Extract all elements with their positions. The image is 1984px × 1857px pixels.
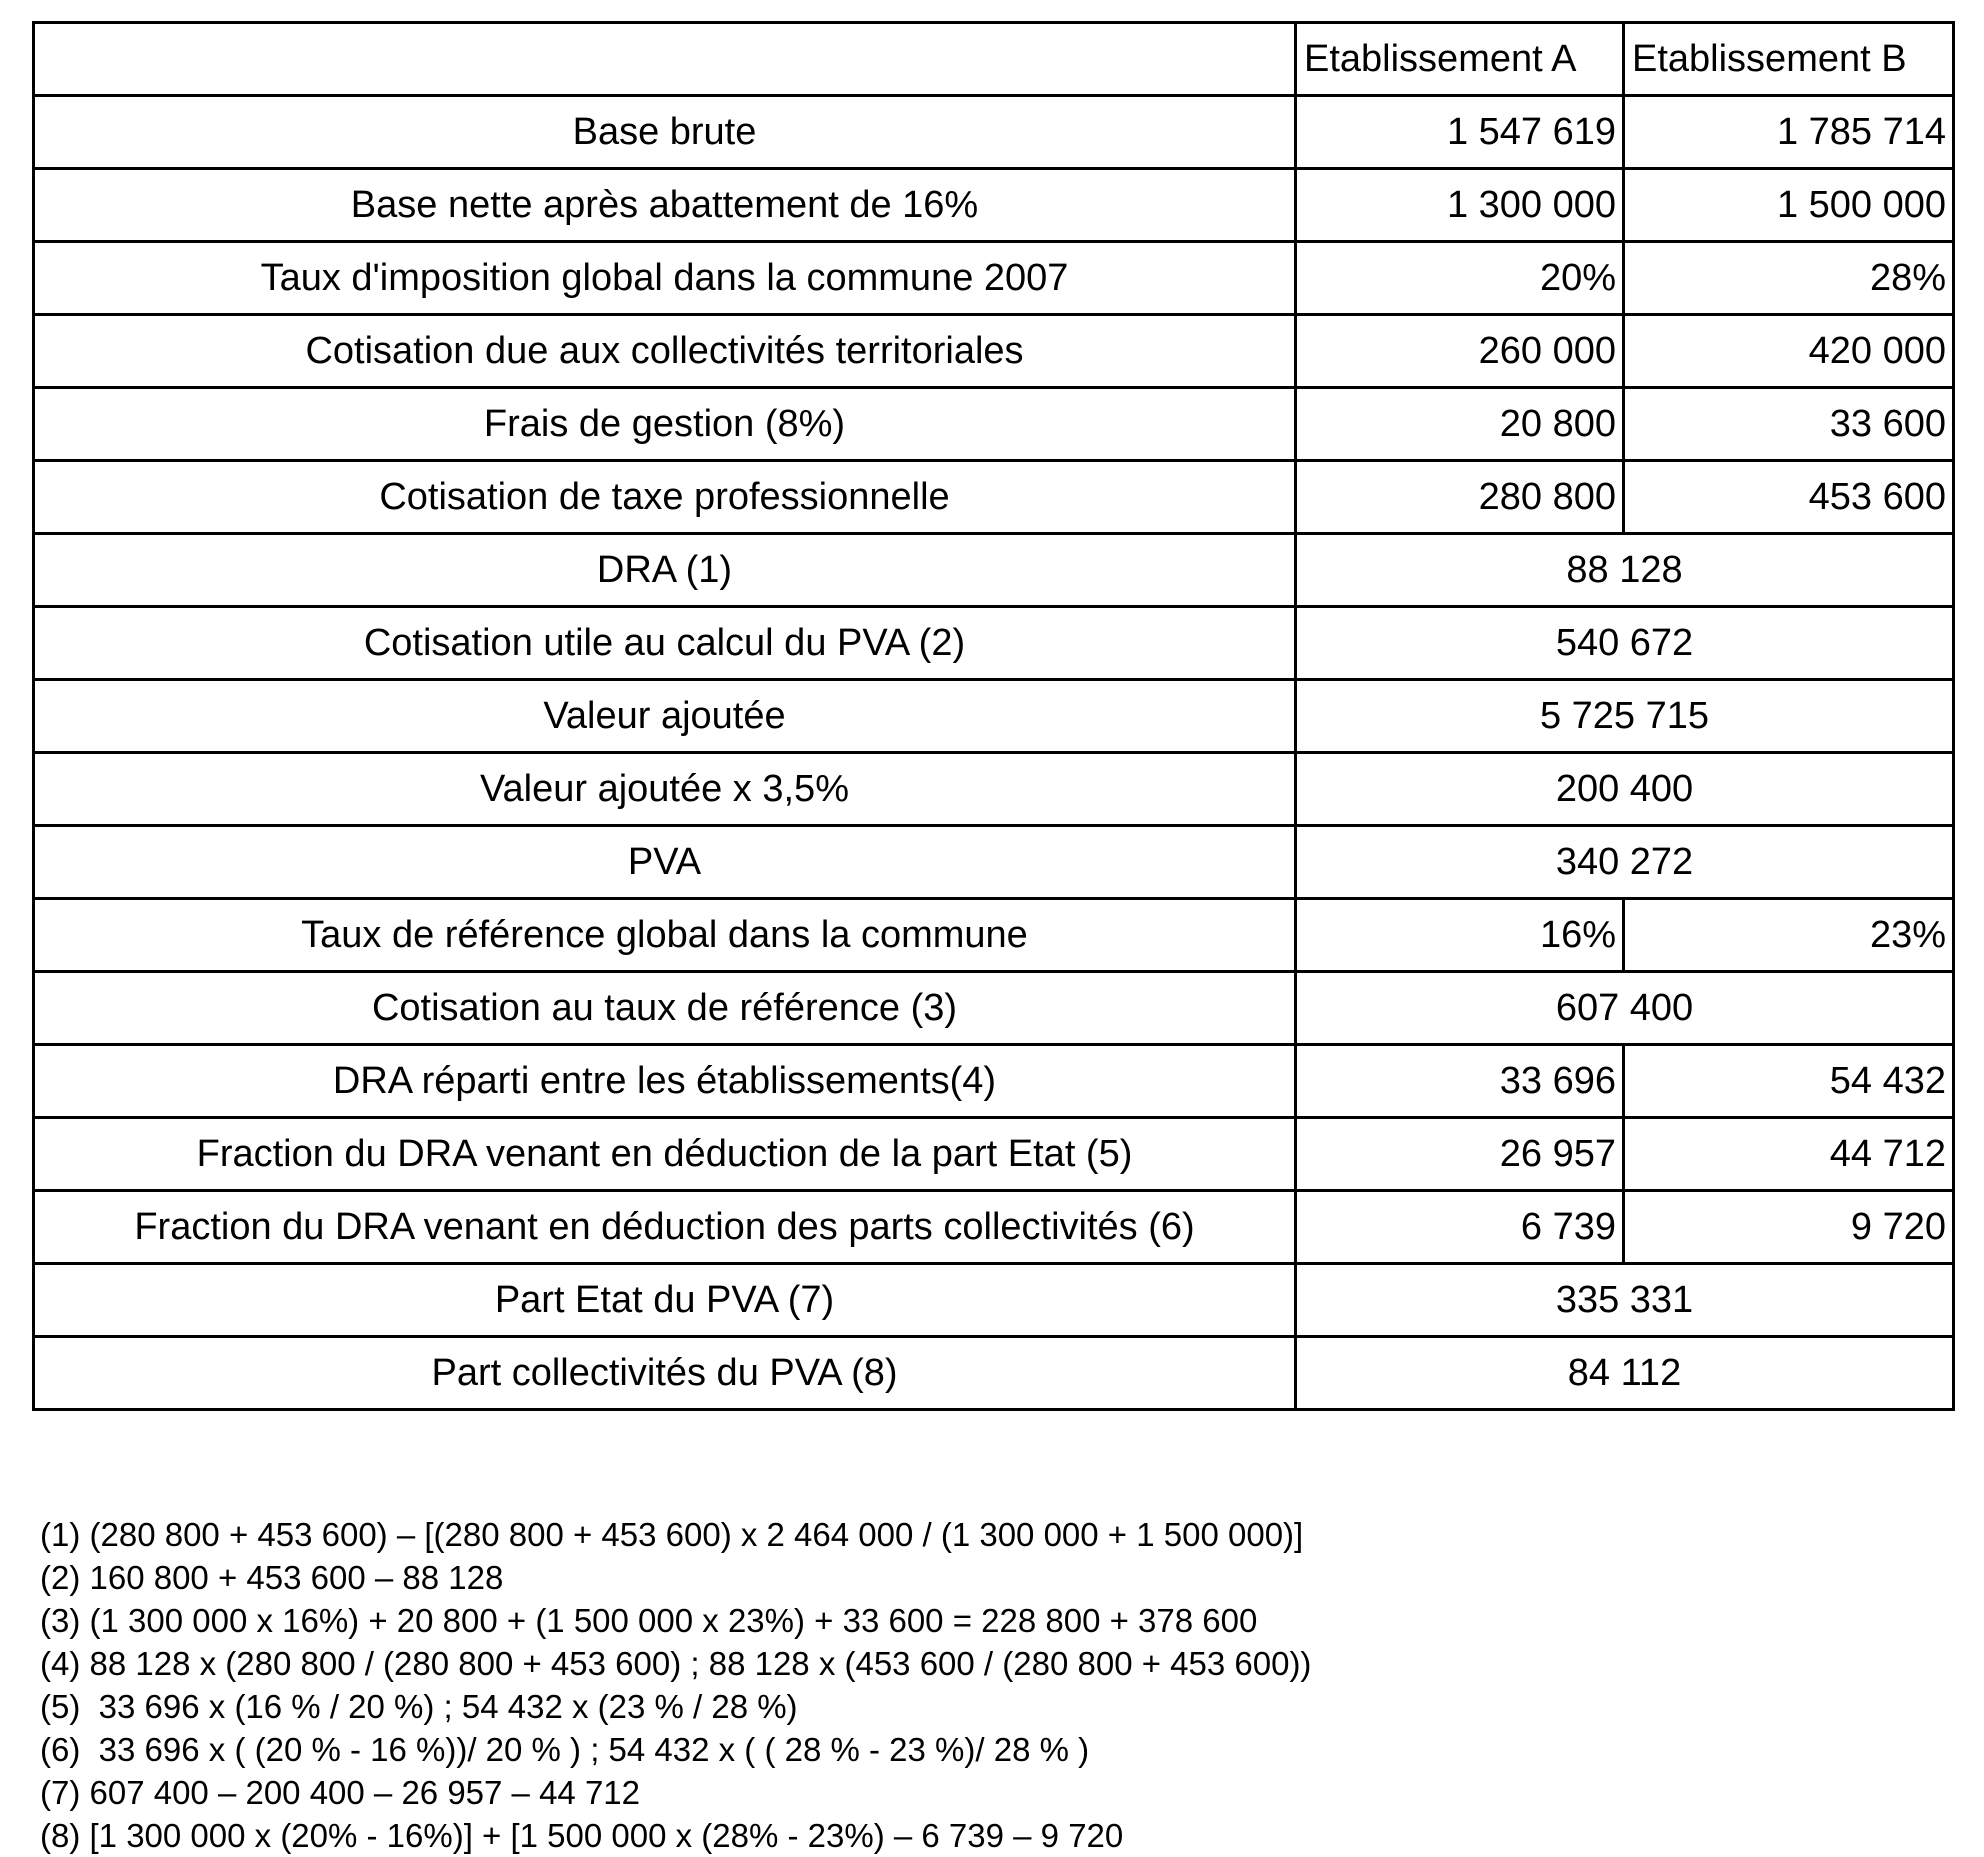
row-label: Fraction du DRA venant en déduction des parts collectivités (6) bbox=[34, 1191, 1296, 1264]
row-value-etablissement-b: 1 785 714 bbox=[1624, 96, 1954, 169]
table-row bbox=[34, 1264, 1954, 1337]
row-label: Valeur ajoutée bbox=[34, 680, 1296, 753]
row-label: DRA réparti entre les établissements(4) bbox=[34, 1045, 1296, 1118]
row-value-etablissement-b: 420 000 bbox=[1624, 315, 1954, 388]
row-value-etablissement-a: 33 696 bbox=[1296, 1045, 1624, 1118]
row-value-etablissement-a: 16% bbox=[1296, 899, 1624, 972]
row-label: DRA (1) bbox=[34, 534, 1296, 607]
row-combined-value: 5 725 715 bbox=[1296, 680, 1954, 753]
row-label: Base nette après abattement de 16% bbox=[34, 169, 1296, 242]
row-label: Fraction du DRA venant en déduction de la part Etat (5) bbox=[34, 1118, 1296, 1191]
row-combined-value: 540 672 bbox=[1296, 607, 1954, 680]
row-combined-value: 607 400 bbox=[1296, 972, 1954, 1045]
row-value-etablissement-b: 54 432 bbox=[1624, 1045, 1954, 1118]
table-row bbox=[34, 1337, 1954, 1410]
footnote-line: (7) 607 400 – 200 400 – 26 957 – 44 712 bbox=[40, 1774, 641, 1811]
table-header-row bbox=[34, 23, 1954, 96]
row-label: Base brute bbox=[34, 96, 1296, 169]
header-empty-cell bbox=[34, 23, 1296, 96]
table-row bbox=[34, 972, 1954, 1045]
row-label: Cotisation de taxe professionnelle bbox=[34, 461, 1296, 534]
table-row bbox=[34, 169, 1954, 242]
footnote-line: (4) 88 128 x (280 800 / (280 800 + 453 600) ; 88 128 x (453 600 / (280 800 + 453 600)) bbox=[40, 1645, 1312, 1682]
table-row bbox=[34, 680, 1954, 753]
table-row bbox=[34, 1045, 1954, 1118]
row-label: Frais de gestion (8%) bbox=[34, 388, 1296, 461]
row-combined-value: 88 128 bbox=[1296, 534, 1954, 607]
row-value-etablissement-a: 20 800 bbox=[1296, 388, 1624, 461]
footnotes bbox=[40, 1513, 1940, 1857]
table-row bbox=[34, 242, 1954, 315]
table-body bbox=[34, 23, 1954, 1410]
footnote-line: (3) (1 300 000 x 16%) + 20 800 + (1 500 000 x 23%) + 33 600 = 228 800 + 378 600 bbox=[40, 1602, 1258, 1639]
row-value-etablissement-a: 6 739 bbox=[1296, 1191, 1624, 1264]
row-value-etablissement-b: 44 712 bbox=[1624, 1118, 1954, 1191]
table-row bbox=[34, 315, 1954, 388]
row-label: PVA bbox=[34, 826, 1296, 899]
footnote-line: (2) 160 800 + 453 600 – 88 128 bbox=[40, 1559, 504, 1596]
table-row bbox=[34, 899, 1954, 972]
row-value-etablissement-b: 23% bbox=[1624, 899, 1954, 972]
row-value-etablissement-b: 33 600 bbox=[1624, 388, 1954, 461]
table-row bbox=[34, 1191, 1954, 1264]
row-combined-value: 340 272 bbox=[1296, 826, 1954, 899]
column-header-etablissement-a: Etablissement A bbox=[1296, 23, 1624, 96]
row-value-etablissement-a: 26 957 bbox=[1296, 1118, 1624, 1191]
table-row bbox=[34, 534, 1954, 607]
row-value-etablissement-a: 1 300 000 bbox=[1296, 169, 1624, 242]
table-row bbox=[34, 607, 1954, 680]
tax-calculation-table bbox=[32, 21, 1955, 1411]
row-label: Part Etat du PVA (7) bbox=[34, 1264, 1296, 1337]
row-value-etablissement-a: 1 547 619 bbox=[1296, 96, 1624, 169]
row-value-etablissement-a: 20% bbox=[1296, 242, 1624, 315]
table-row bbox=[34, 753, 1954, 826]
row-value-etablissement-b: 28% bbox=[1624, 242, 1954, 315]
row-combined-value: 335 331 bbox=[1296, 1264, 1954, 1337]
table-row bbox=[34, 96, 1954, 169]
row-label: Taux de référence global dans la commune bbox=[34, 899, 1296, 972]
footnote-line: (8) [1 300 000 x (20% - 16%)] + [1 500 000 x (28% - 23%) – 6 739 – 9 720 bbox=[40, 1817, 1124, 1854]
footnote-line: (6) 33 696 x ( (20 % - 16 %))/ 20 % ) ; 54 432 x ( ( 28 % - 23 %)/ 28 % ) bbox=[40, 1731, 1090, 1768]
row-label: Cotisation due aux collectivités territoriales bbox=[34, 315, 1296, 388]
table-row bbox=[34, 388, 1954, 461]
row-label: Valeur ajoutée x 3,5% bbox=[34, 753, 1296, 826]
row-label: Cotisation au taux de référence (3) bbox=[34, 972, 1296, 1045]
row-value-etablissement-b: 1 500 000 bbox=[1624, 169, 1954, 242]
row-combined-value: 84 112 bbox=[1296, 1337, 1954, 1410]
table-row bbox=[34, 826, 1954, 899]
row-value-etablissement-b: 9 720 bbox=[1624, 1191, 1954, 1264]
footnote-line: (5) 33 696 x (16 % / 20 %) ; 54 432 x (23 % / 28 %) bbox=[40, 1688, 798, 1725]
row-label: Part collectivités du PVA (8) bbox=[34, 1337, 1296, 1410]
row-value-etablissement-b: 453 600 bbox=[1624, 461, 1954, 534]
table-row bbox=[34, 461, 1954, 534]
row-label: Taux d'imposition global dans la commune 2007 bbox=[34, 242, 1296, 315]
row-value-etablissement-a: 260 000 bbox=[1296, 315, 1624, 388]
footnote-line: (1) (280 800 + 453 600) – [(280 800 + 453 600) x 2 464 000 / (1 300 000 + 1 500 000)] bbox=[40, 1516, 1304, 1553]
row-value-etablissement-a: 280 800 bbox=[1296, 461, 1624, 534]
row-combined-value: 200 400 bbox=[1296, 753, 1954, 826]
row-label: Cotisation utile au calcul du PVA (2) bbox=[34, 607, 1296, 680]
column-header-etablissement-b: Etablissement B bbox=[1624, 23, 1954, 96]
table-row bbox=[34, 1118, 1954, 1191]
